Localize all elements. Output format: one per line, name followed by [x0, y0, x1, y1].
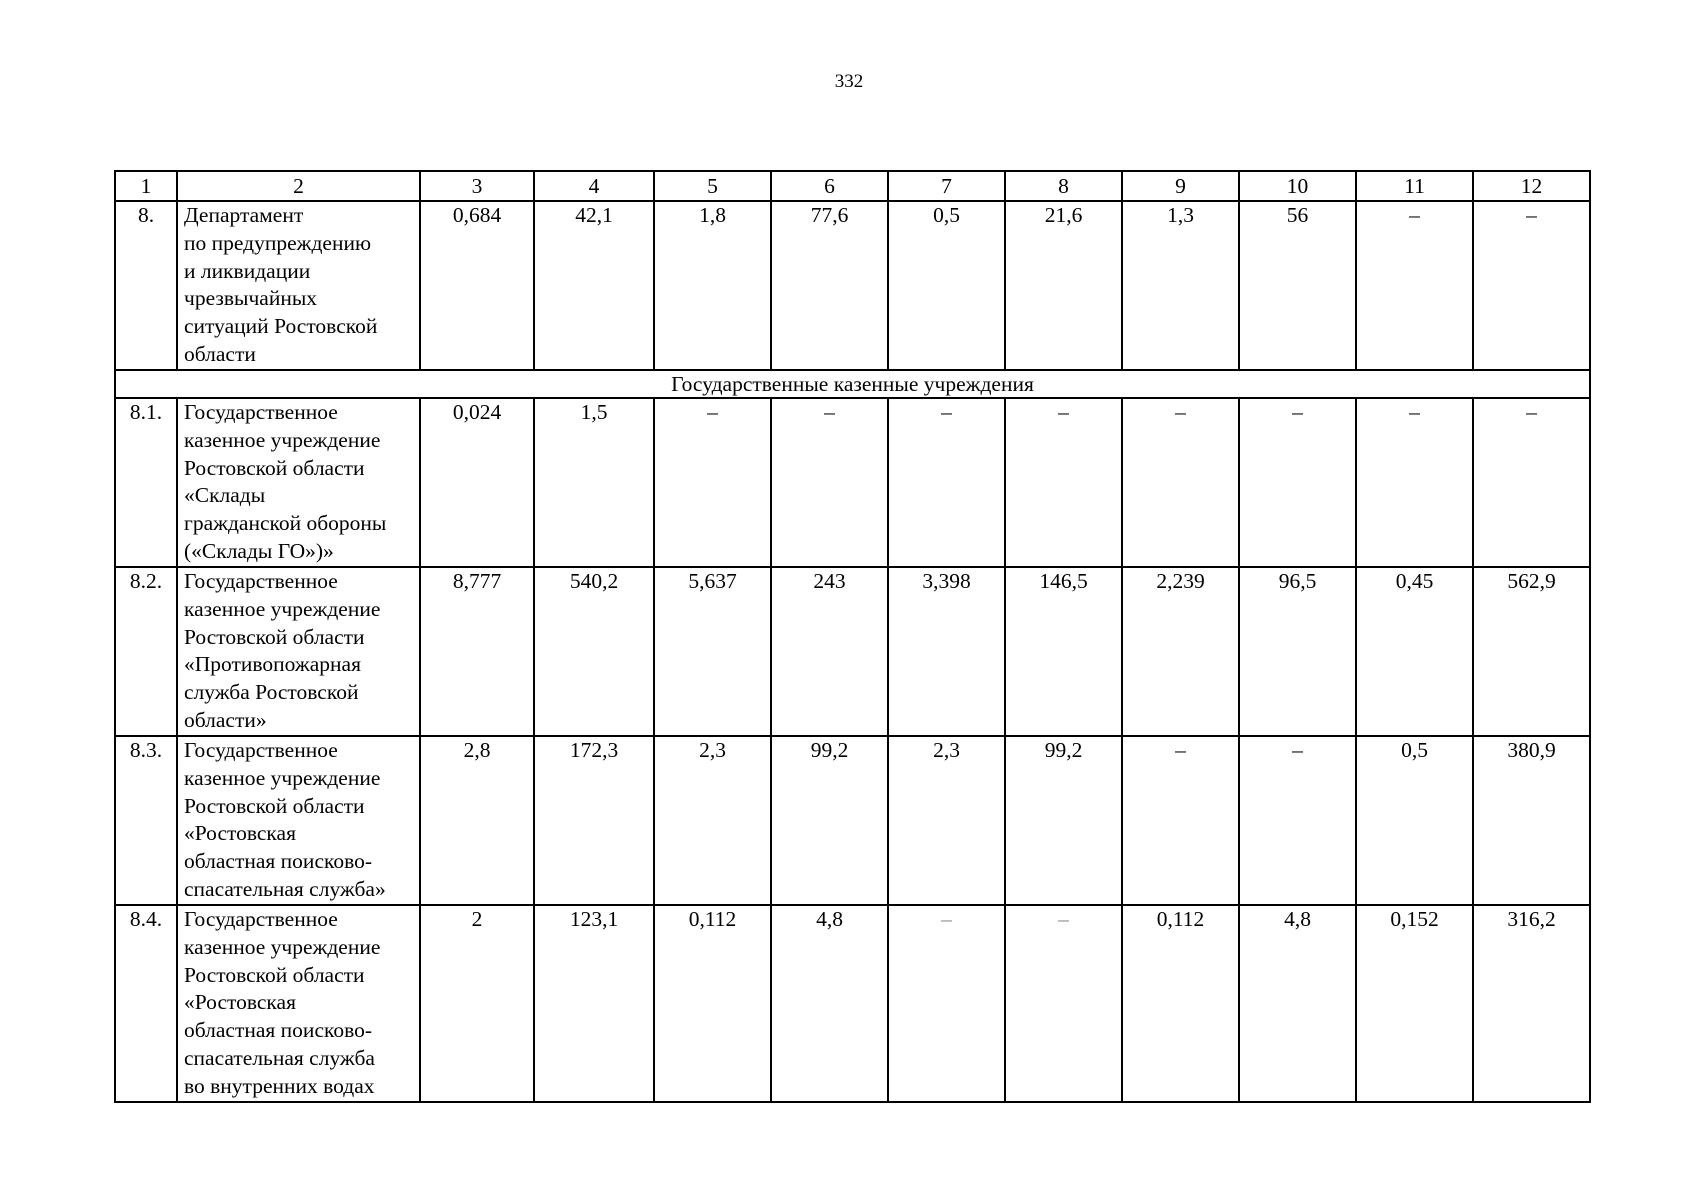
- row-number: 8.3.: [115, 736, 177, 905]
- section-title: Государственные казенные учреждения: [115, 370, 1590, 398]
- column-header: 2: [177, 171, 420, 201]
- table-cell: 380,9: [1473, 736, 1590, 905]
- table-cell: 1,8: [654, 201, 771, 370]
- table-cell: 243: [771, 567, 888, 736]
- column-header: 10: [1239, 171, 1356, 201]
- table-cell: 146,5: [1005, 567, 1122, 736]
- row-number: 8.4.: [115, 905, 177, 1102]
- table-cell: –: [888, 905, 1005, 1102]
- table-cell: 21,6: [1005, 201, 1122, 370]
- table-cell: 1,3: [1122, 201, 1239, 370]
- table-cell: 0,112: [1122, 905, 1239, 1102]
- table-cell: 3,398: [888, 567, 1005, 736]
- table-cell: –: [771, 398, 888, 567]
- row-number: 8.: [115, 201, 177, 370]
- row-name: Государственное казенное учреждение Ростовской области «Противопожарная служба Ростовской области»: [177, 567, 420, 736]
- table-cell: 4,8: [1239, 905, 1356, 1102]
- column-header: 5: [654, 171, 771, 201]
- column-header: 9: [1122, 171, 1239, 201]
- column-header: 4: [534, 171, 654, 201]
- table-cell: 2,3: [654, 736, 771, 905]
- column-header: 7: [888, 171, 1005, 201]
- table-row: [115, 905, 1590, 1102]
- row-name: Государственное казенное учреждение Ростовской области «Ростовская областная поисково- спасательная служба во внутренних водах: [177, 905, 420, 1102]
- table-cell: 540,2: [534, 567, 654, 736]
- table-cell: 0,112: [654, 905, 771, 1102]
- table-cell: 8,777: [420, 567, 534, 736]
- table-cell: 2,3: [888, 736, 1005, 905]
- table-cell: –: [1356, 201, 1473, 370]
- table-cell: 5,637: [654, 567, 771, 736]
- table-cell: 56: [1239, 201, 1356, 370]
- column-header-row: [115, 171, 1590, 201]
- table-cell: 0,5: [888, 201, 1005, 370]
- table-cell: 99,2: [771, 736, 888, 905]
- table-cell: 99,2: [1005, 736, 1122, 905]
- table-cell: 0,024: [420, 398, 534, 567]
- table-cell: 1,5: [534, 398, 654, 567]
- column-header: 12: [1473, 171, 1590, 201]
- table-cell: –: [1122, 398, 1239, 567]
- column-header: 8: [1005, 171, 1122, 201]
- table-cell: 96,5: [1239, 567, 1356, 736]
- table-cell: –: [654, 398, 771, 567]
- row-name: Департамент по предупреждению и ликвидации чрезвычайных ситуаций Ростовской области: [177, 201, 420, 370]
- row-name: Государственное казенное учреждение Ростовской области «Ростовская областная поисково- спасательная служба»: [177, 736, 420, 905]
- table-cell: –: [1473, 398, 1590, 567]
- data-table: [114, 170, 1591, 1103]
- column-header: 3: [420, 171, 534, 201]
- table-cell: 562,9: [1473, 567, 1590, 736]
- table-cell: 123,1: [534, 905, 654, 1102]
- table-cell: 172,3: [534, 736, 654, 905]
- page-number: 332: [834, 71, 864, 92]
- column-header: 11: [1356, 171, 1473, 201]
- table-cell: 2: [420, 905, 534, 1102]
- column-header: 1: [115, 171, 177, 201]
- row-number: 8.1.: [115, 398, 177, 567]
- row-number: 8.2.: [115, 567, 177, 736]
- section-row: [115, 370, 1590, 398]
- table-cell: –: [1239, 736, 1356, 905]
- table-cell: –: [1239, 398, 1356, 567]
- table-cell: 2,8: [420, 736, 534, 905]
- table-cell: 0,5: [1356, 736, 1473, 905]
- table-cell: –: [1005, 905, 1122, 1102]
- table-row: [115, 398, 1590, 567]
- column-header: 6: [771, 171, 888, 201]
- row-name: Государственное казенное учреждение Ростовской области «Склады гражданской обороны («Склады ГО»)»: [177, 398, 420, 567]
- table-row: [115, 201, 1590, 370]
- table-cell: –: [1356, 398, 1473, 567]
- table-cell: 316,2: [1473, 905, 1590, 1102]
- table-cell: 0,45: [1356, 567, 1473, 736]
- table-cell: –: [1005, 398, 1122, 567]
- table-row: [115, 567, 1590, 736]
- table-cell: –: [888, 398, 1005, 567]
- table-cell: 77,6: [771, 201, 888, 370]
- table-cell: 42,1: [534, 201, 654, 370]
- table-cell: 0,152: [1356, 905, 1473, 1102]
- table-cell: 2,239: [1122, 567, 1239, 736]
- table-row: [115, 736, 1590, 905]
- table-cell: 4,8: [771, 905, 888, 1102]
- table-cell: –: [1473, 201, 1590, 370]
- table-cell: 0,684: [420, 201, 534, 370]
- table-cell: –: [1122, 736, 1239, 905]
